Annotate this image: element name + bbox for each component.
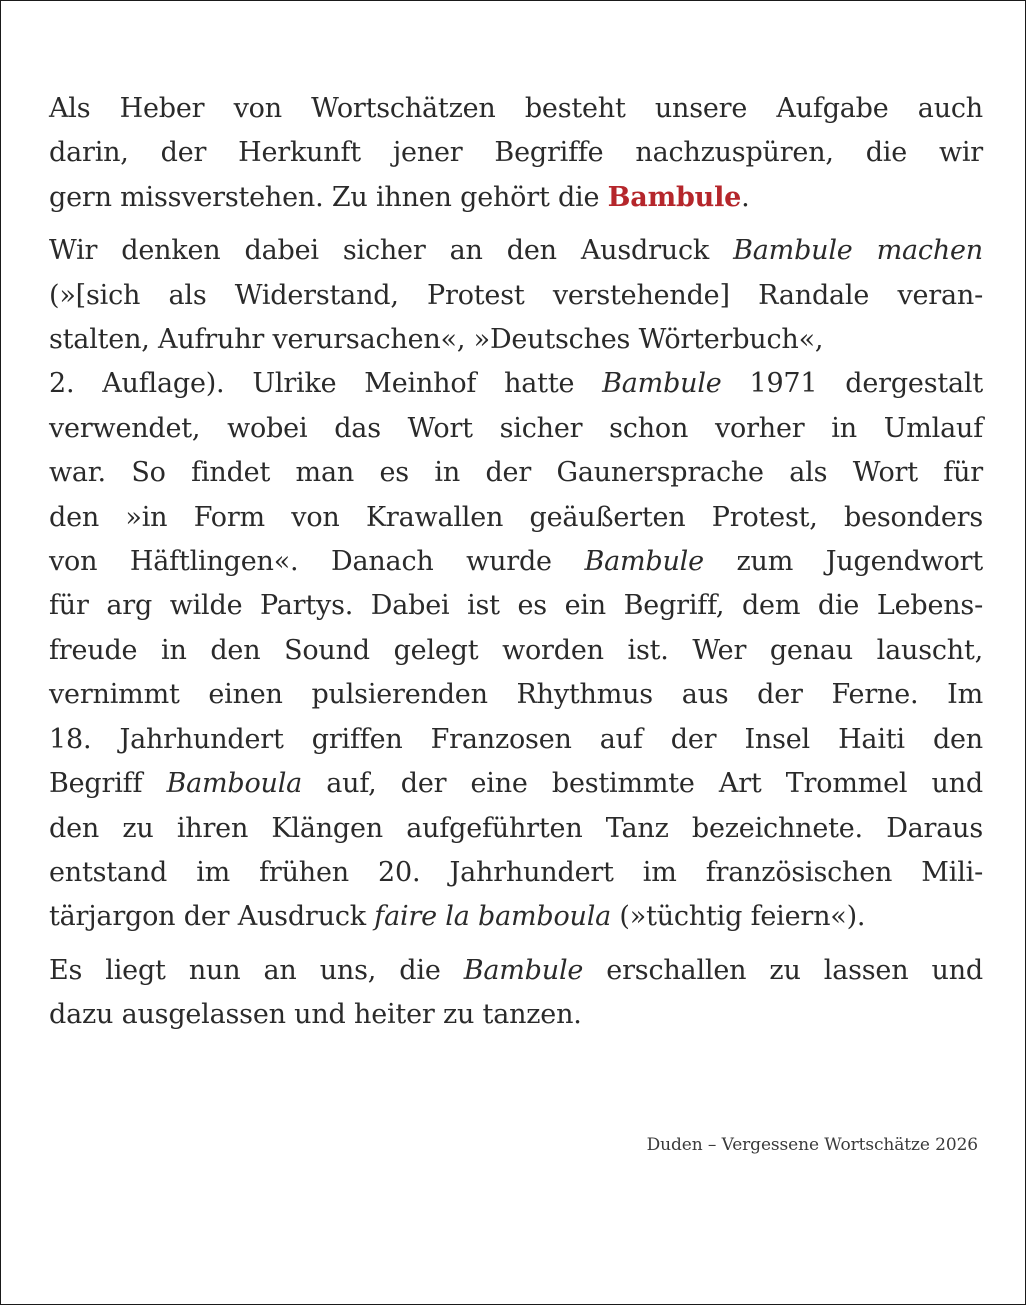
text-segment: Wir denken dabei sicher an den Ausdruck bbox=[49, 235, 734, 267]
text-line bbox=[49, 229, 983, 273]
text-line: den zu ihren Klängen aufgeführten Tanz bezeichnete. Daraus bbox=[49, 812, 983, 844]
text-line bbox=[49, 949, 983, 993]
text-segment: erschallen zu lassen und bbox=[583, 954, 983, 986]
text-line bbox=[49, 176, 983, 220]
text-line bbox=[49, 895, 983, 939]
italic-term: Bamboula bbox=[166, 768, 303, 800]
text-line: stalten, Aufruhr verursachen«, »Deutsches Wörterbuch«, bbox=[49, 324, 824, 356]
footer-credit: Duden – Vergessene Wortschätze 2026 bbox=[646, 1135, 978, 1155]
text-line bbox=[49, 540, 983, 584]
text-line: freude in den Sound gelegt worden ist. Wer genau lauscht, bbox=[49, 634, 983, 666]
text-segment: . bbox=[741, 181, 750, 213]
text-segment: 2. Auflage). Ulrike Meinhof hatte bbox=[49, 368, 603, 400]
keyword-bambule: Bambule bbox=[607, 181, 742, 213]
text-line: darin, der Herkunft jener Begriffe nachzuspüren, die wir bbox=[49, 137, 983, 169]
italic-term: Bambule machen bbox=[733, 235, 983, 267]
text-segment: tärjargon der Ausdruck bbox=[49, 901, 375, 933]
text-line: entstand im frühen 20. Jahrhundert im französischen Mili- bbox=[49, 856, 983, 888]
text-line: dazu ausgelassen und heiter zu tanzen. bbox=[49, 999, 582, 1031]
italic-term: Bambule bbox=[463, 954, 584, 986]
paragraph-intro bbox=[49, 87, 983, 220]
italic-term: Bambule bbox=[602, 368, 722, 400]
text-line: war. So findet man es in der Gaunersprache als Wort für bbox=[49, 457, 983, 489]
italic-term: faire la bamboula bbox=[374, 901, 612, 933]
text-line: verwendet, wobei das Wort sicher schon vorher in Umlauf bbox=[49, 412, 983, 444]
text-segment: Begriff bbox=[49, 768, 167, 800]
text-segment: zum Jugendwort bbox=[703, 546, 983, 578]
text-line: Als Heber von Wortschätzen besteht unsere Aufgabe auch bbox=[49, 93, 983, 124]
text-line: für arg wilde Partys. Dabei ist es ein Begriff, dem die Lebens- bbox=[49, 590, 983, 622]
body-text bbox=[49, 87, 983, 1047]
text-segment: Es liegt nun an uns, die bbox=[49, 954, 464, 986]
text-segment: 1971 dergestalt bbox=[721, 368, 983, 400]
paragraph-etymology bbox=[49, 229, 983, 940]
text-segment: auf, der eine bestimmte Art Trommel und bbox=[302, 768, 983, 800]
text-line: 18. Jahrhundert griffen Franzosen auf der Insel Haiti den bbox=[49, 723, 983, 755]
text-segment: gern missverstehen. Zu ihnen gehört die bbox=[49, 181, 608, 213]
text-line: den »in Form von Krawallen geäußerten Protest, besonders bbox=[49, 501, 983, 533]
paragraph-closing bbox=[49, 949, 983, 1038]
text-segment: (»tüchtig feiern«). bbox=[611, 901, 866, 933]
text-segment: von Häftlingen«. Danach wurde bbox=[49, 546, 585, 578]
text-line bbox=[49, 762, 983, 806]
text-line: vernimmt einen pulsierenden Rhythmus aus der Ferne. Im bbox=[49, 679, 983, 711]
text-line bbox=[49, 362, 983, 406]
text-line: (»[sich als Widerstand, Protest verstehende] Randale veran- bbox=[49, 279, 983, 311]
italic-term: Bambule bbox=[584, 546, 704, 578]
